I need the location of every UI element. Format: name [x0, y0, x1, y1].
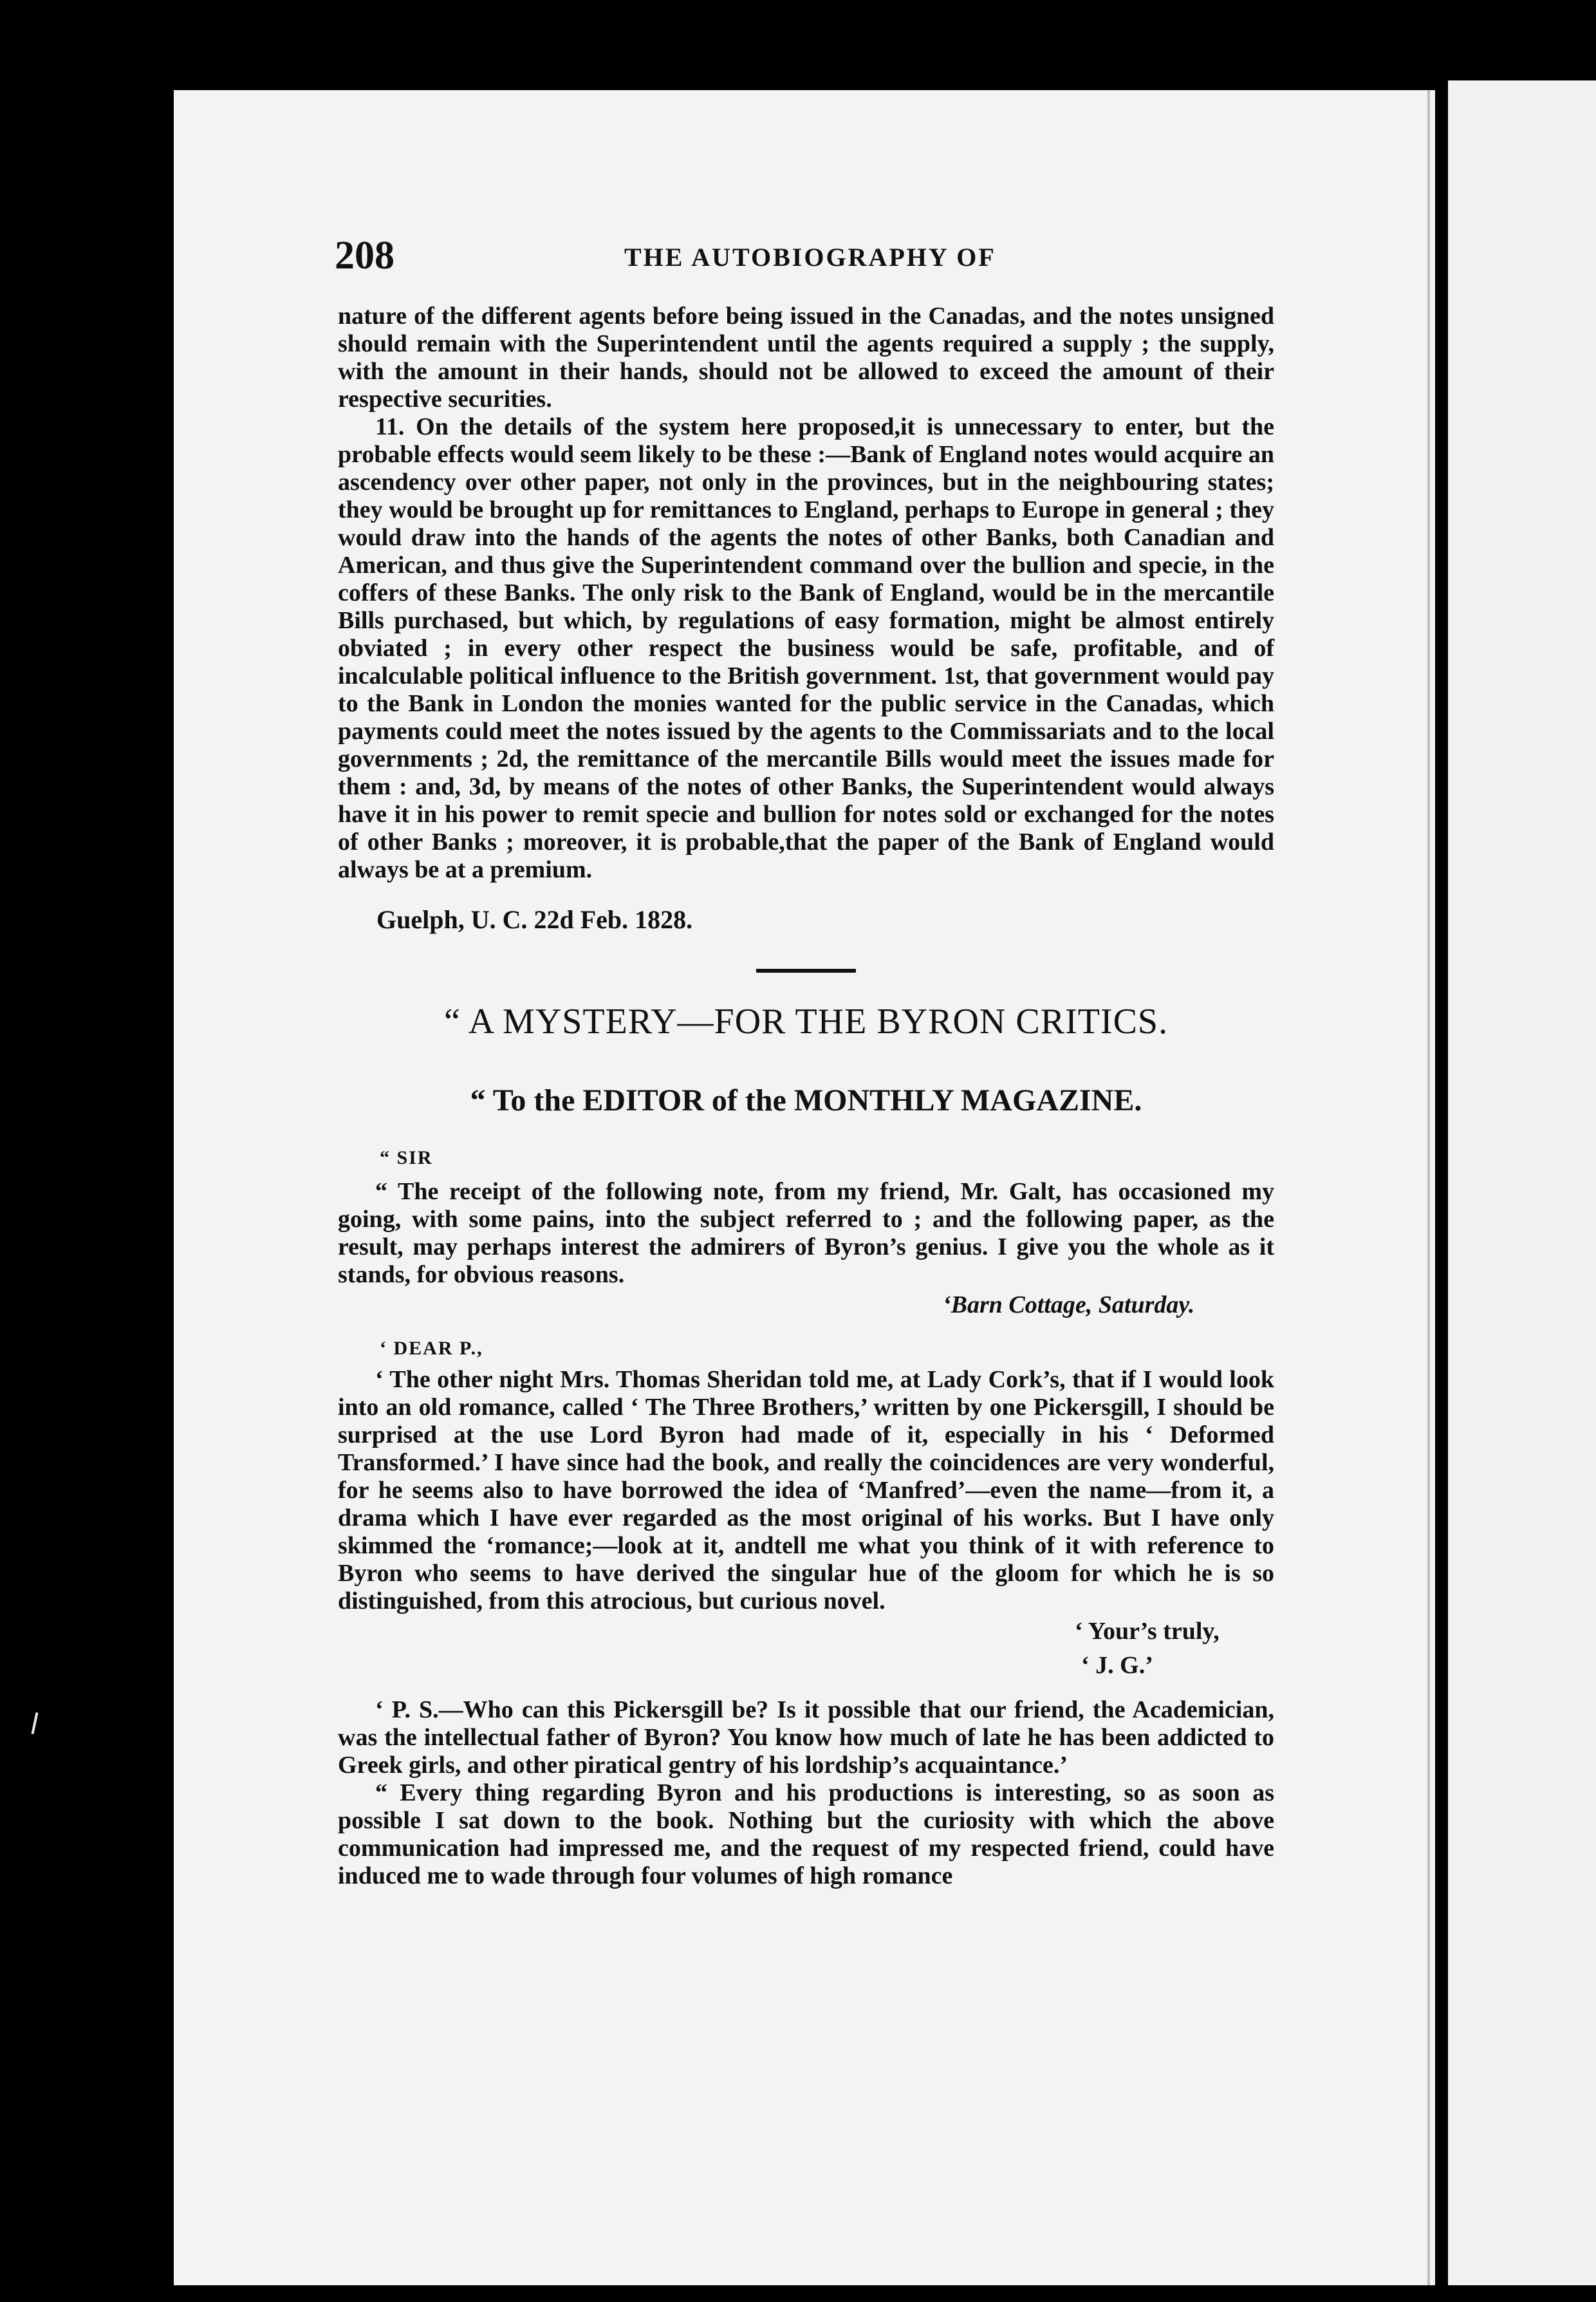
paragraph-11: 11. On the details of the system here proposed,it is unnecessary to enter, but the probable effects would seem likely to be these :—Bank of England notes would acquire an ascendency over other paper, not only in the provinces, but in the neighbouring states; they would be brought up for remittances to England, perhaps to Europe in general ; they would draw into the hands of the agents the notes of other Banks, both Canadian and American, and thus give the Superintendent command over the bullion and specie, in the coffers of these Banks. The only risk to the Bank of England, would be in the mercantile Bills purchased, but which, by regulations of easy formation, might be almost entirely obviated ; in every other respect the business would be safe, profitable, and of incalculable political influence to the British government. 1st, that government would pay to the Bank in London the monies wanted for the public service in the Canadas, which payments could meet the notes issued by the agents to the Commissariats and to the local governments ; 2d, the remittance of the mercantile Bills would meet the issues made for them : and, 3d, by means of the notes of other Banks, the Superintendent would always have it in his power to remit specie and bullion for notes sold or exchanged for the notes of other Banks ; moreover, it is probable,that the paper of the Bank of England would always be at a premium. — [338, 413, 1274, 883]
page-number: 208 — [335, 234, 394, 277]
postscript-block — [338, 1696, 1274, 1890]
letter-intro — [338, 1178, 1274, 1289]
note-closing: ‘ Your’s truly, — [1075, 1618, 1220, 1645]
page-gutter — [1427, 90, 1430, 2285]
scan-mark — [32, 1712, 39, 1734]
note-signature: ‘ J. G.’ — [1081, 1652, 1153, 1679]
section-1-text — [338, 303, 1274, 884]
letter-paragraph-1: “ The receipt of the following note, from my friend, Mr. Galt, has occasioned my going, with some pains, into the subject referred to ; and the following paper, as the result, may perhaps interest the admirers of Byron’s genius. I give you the whole as it stands, for obvious reasons. — [338, 1178, 1274, 1288]
letter-paragraph-2: “ Every thing regarding Byron and his productions is interesting, so as soon as possible I sat down to the book. Nothing but the curiosity with which the above communication had impressed me, and the request of my respected friend, could have induced me to wade through four volumes of high romance — [338, 1779, 1274, 1889]
dateline: Guelph, U. C. 22d Feb. 1828. — [376, 905, 693, 934]
section-title: “ A MYSTERY—FOR THE BYRON CRITICS. — [443, 1002, 1169, 1042]
page-header — [335, 233, 1281, 278]
note-dateline: ‘Barn Cottage, Saturday. — [943, 1291, 1195, 1318]
letter-salutation: “ SIR — [380, 1147, 433, 1168]
note-body-block — [338, 1366, 1274, 1615]
running-head: THE AUTOBIOGRAPHY OF — [624, 243, 996, 272]
section-subtitle: “ To the EDITOR of the MONTHLY MAGAZINE. — [470, 1083, 1142, 1118]
note-body: ‘ The other night Mrs. Thomas Sheridan told me, at Lady Cork’s, that if I would look into an old romance, called ‘ The Three Brothers,’ written by one Pickersgill, I should be surprised at the use Lord Byron had made of it, especially in his ‘ Deformed Transformed.’ I have since had the book, and really the coincidences are very wonderful, for he seems also to have borrowed the idea of ‘Manfred’—even the name—from it, a drama which I have ever regarded as the most original of his works. But I have only skimmed the ‘romance;—look at it, andtell me what you think of it with reference to Byron who seems to have derived the singular hue of the gloom for which he is so distinguished, from this atrocious, but curious novel. — [338, 1366, 1274, 1614]
section-divider — [756, 969, 856, 973]
note-salutation: ‘ DEAR P., — [380, 1338, 483, 1359]
facing-page-edge — [1448, 80, 1596, 2285]
postscript: ‘ P. S.—Who can this Pickersgill be? Is it possible that our friend, the Academician, was the intellectual father of Byron? You know how much of late he has been addicted to Greek girls, and other piratical gentry of his lordship’s acquaintance.’ — [338, 1696, 1274, 1779]
paragraph-continuation: nature of the different agents before being issued in the Canadas, and the notes unsigned should remain with the Superintendent until the agents required a supply ; the supply, with the amount in their hands, should not be allowed to exceed the amount of their respective securities. — [338, 303, 1274, 413]
